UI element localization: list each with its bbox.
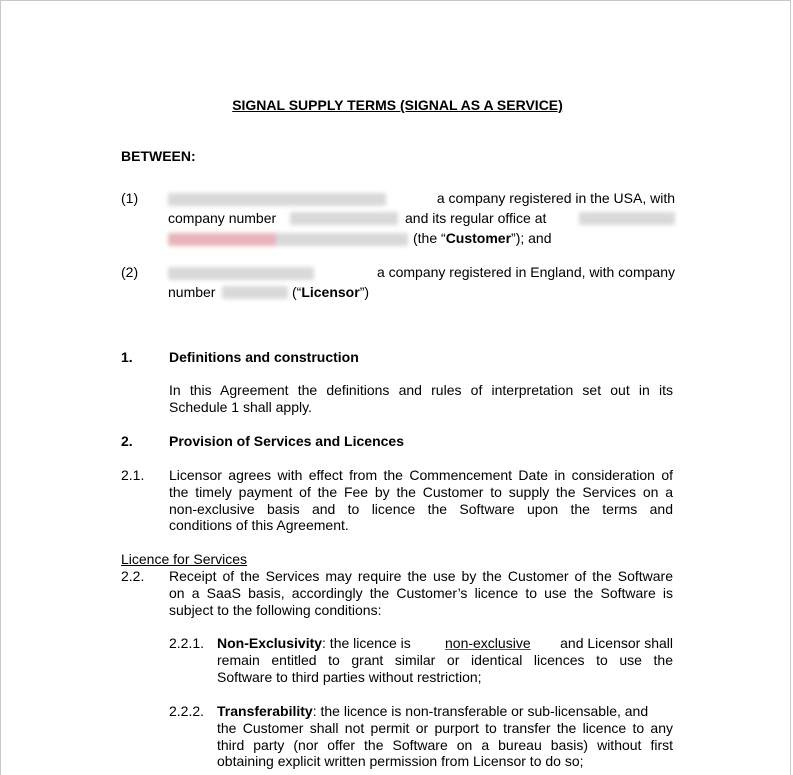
- clause-2-2-2-line-1: Transferability: the licence is non-transferable or sub-licensable, and: [217, 703, 649, 719]
- clause-2-2-1-line-3: Software to third parties without restriction;: [217, 669, 482, 685]
- licence-subheading: Licence for Services: [121, 551, 248, 567]
- section-1-number: 1.: [121, 349, 133, 365]
- clause-2-2-2-line-2: the Customer shall not permit or purport to transfer the licence to any: [217, 720, 673, 736]
- section-1-heading: Definitions and construction: [169, 349, 359, 365]
- clause-2-2-line-1: Receipt of the Services may require the use by the Customer of the Software: [169, 568, 673, 584]
- clause-2-2-1-number: 2.2.1.: [169, 635, 205, 651]
- redacted-licensor-name: [168, 267, 314, 280]
- party-1-line-2: company number and its regular office at: [168, 210, 675, 227]
- redacted-company-number: [290, 212, 398, 225]
- document-title: SIGNAL SUPPLY TERMS (SIGNAL AS A SERVICE): [232, 97, 563, 113]
- party-2-line-2: number (“Licensor”): [168, 284, 370, 300]
- party-1-number: (1): [121, 190, 139, 206]
- between-label: BETWEEN:: [121, 148, 196, 164]
- clause-2-1-line-3: non-exclusive basis and to licence the Software upon the terms and: [169, 501, 673, 517]
- clause-2-2-1-line-1: Non-Exclusivity: the licence is non-exclusive and Licensor shall: [217, 635, 673, 651]
- section-1-body-line-2: Schedule 1 shall apply.: [169, 399, 312, 415]
- clause-2-2-2-number: 2.2.2.: [169, 703, 205, 719]
- clause-2-2-1-line-2: remain entitled to grant similar or identical licences to use the: [217, 652, 673, 668]
- redacted-name: [168, 193, 386, 206]
- spellcheck-word: non-exclusive: [445, 635, 531, 651]
- clause-2-1-number: 2.1.: [121, 467, 145, 483]
- redacted-address: [579, 212, 675, 225]
- clause-2-2-line-2: on a SaaS basis, accordingly the Customer’s licence to use the Software is: [169, 585, 673, 601]
- party-2-number: (2): [121, 264, 139, 280]
- clause-2-2-2-line-4: obtaining explicit written permission from Licensor to do so;: [217, 753, 584, 769]
- clause-2-1-line-1: Licensor agrees with effect from the Commencement Date in consideration of: [169, 467, 673, 483]
- party-2-line-1: a company registered in England, with company: [168, 264, 675, 281]
- section-1-body-line-1: In this Agreement the definitions and rules of interpretation set out in its: [169, 382, 673, 398]
- clause-2-2-number: 2.2.: [121, 568, 145, 584]
- redacted-address-cont: [168, 233, 408, 246]
- clause-2-2-2-line-3: third party (nor offer the Software on a bureau basis) without first: [217, 737, 673, 753]
- party-1-line-1: a company registered in the USA, with: [168, 190, 675, 207]
- clause-2-2-line-3: subject to the following conditions:: [169, 602, 382, 618]
- document-page: SIGNAL SUPPLY TERMS (SIGNAL AS A SERVICE) BETWEEN: (1) a company registered in the USA, with company number and its regular office at (the “Customer”); and (2) a company registered in England, with company number (“Licensor”) 1. Definitions and construction In this Agreement the definitions and rules of interpretation set out in its Schedule 1 shall apply. 2. Provision of Services and Licences 2.1. Licensor agrees with effect from the Commencement Date in consideration of the timely payment of the Fee by the Customer to supply the Services on a non-exclusive basis and to licence the Software upon the terms and conditions of this Agreement. Licence for Services 2.2. Receipt of the Services may require the use by the Customer of the Software on a SaaS basis, accordingly the Customer’s licence to use the Software is subject to the following conditions: 2.2.1. Non-Exclusivity: the licence is non-exclusive and Licensor shall remain entitled to grant similar or identical licences to use the Software to third parties without restriction; 2.2.2. Transferability: the licence is non-transferable or sub-licensable, and the Customer shall not permit or purport to transfer the licence to any third party (nor offer the Software on a bureau basis) without first obtaining explicit written permission from Licensor to do so;: [0, 0, 791, 775]
- section-2-number: 2.: [121, 433, 133, 449]
- clause-2-1-line-4: conditions of this Agreement.: [169, 517, 349, 533]
- redacted-licensor-number: [222, 286, 288, 299]
- section-2-heading: Provision of Services and Licences: [169, 433, 404, 449]
- clause-2-1-line-2: the timely payment of the Fee by the Customer to supply the Services on a: [169, 484, 673, 500]
